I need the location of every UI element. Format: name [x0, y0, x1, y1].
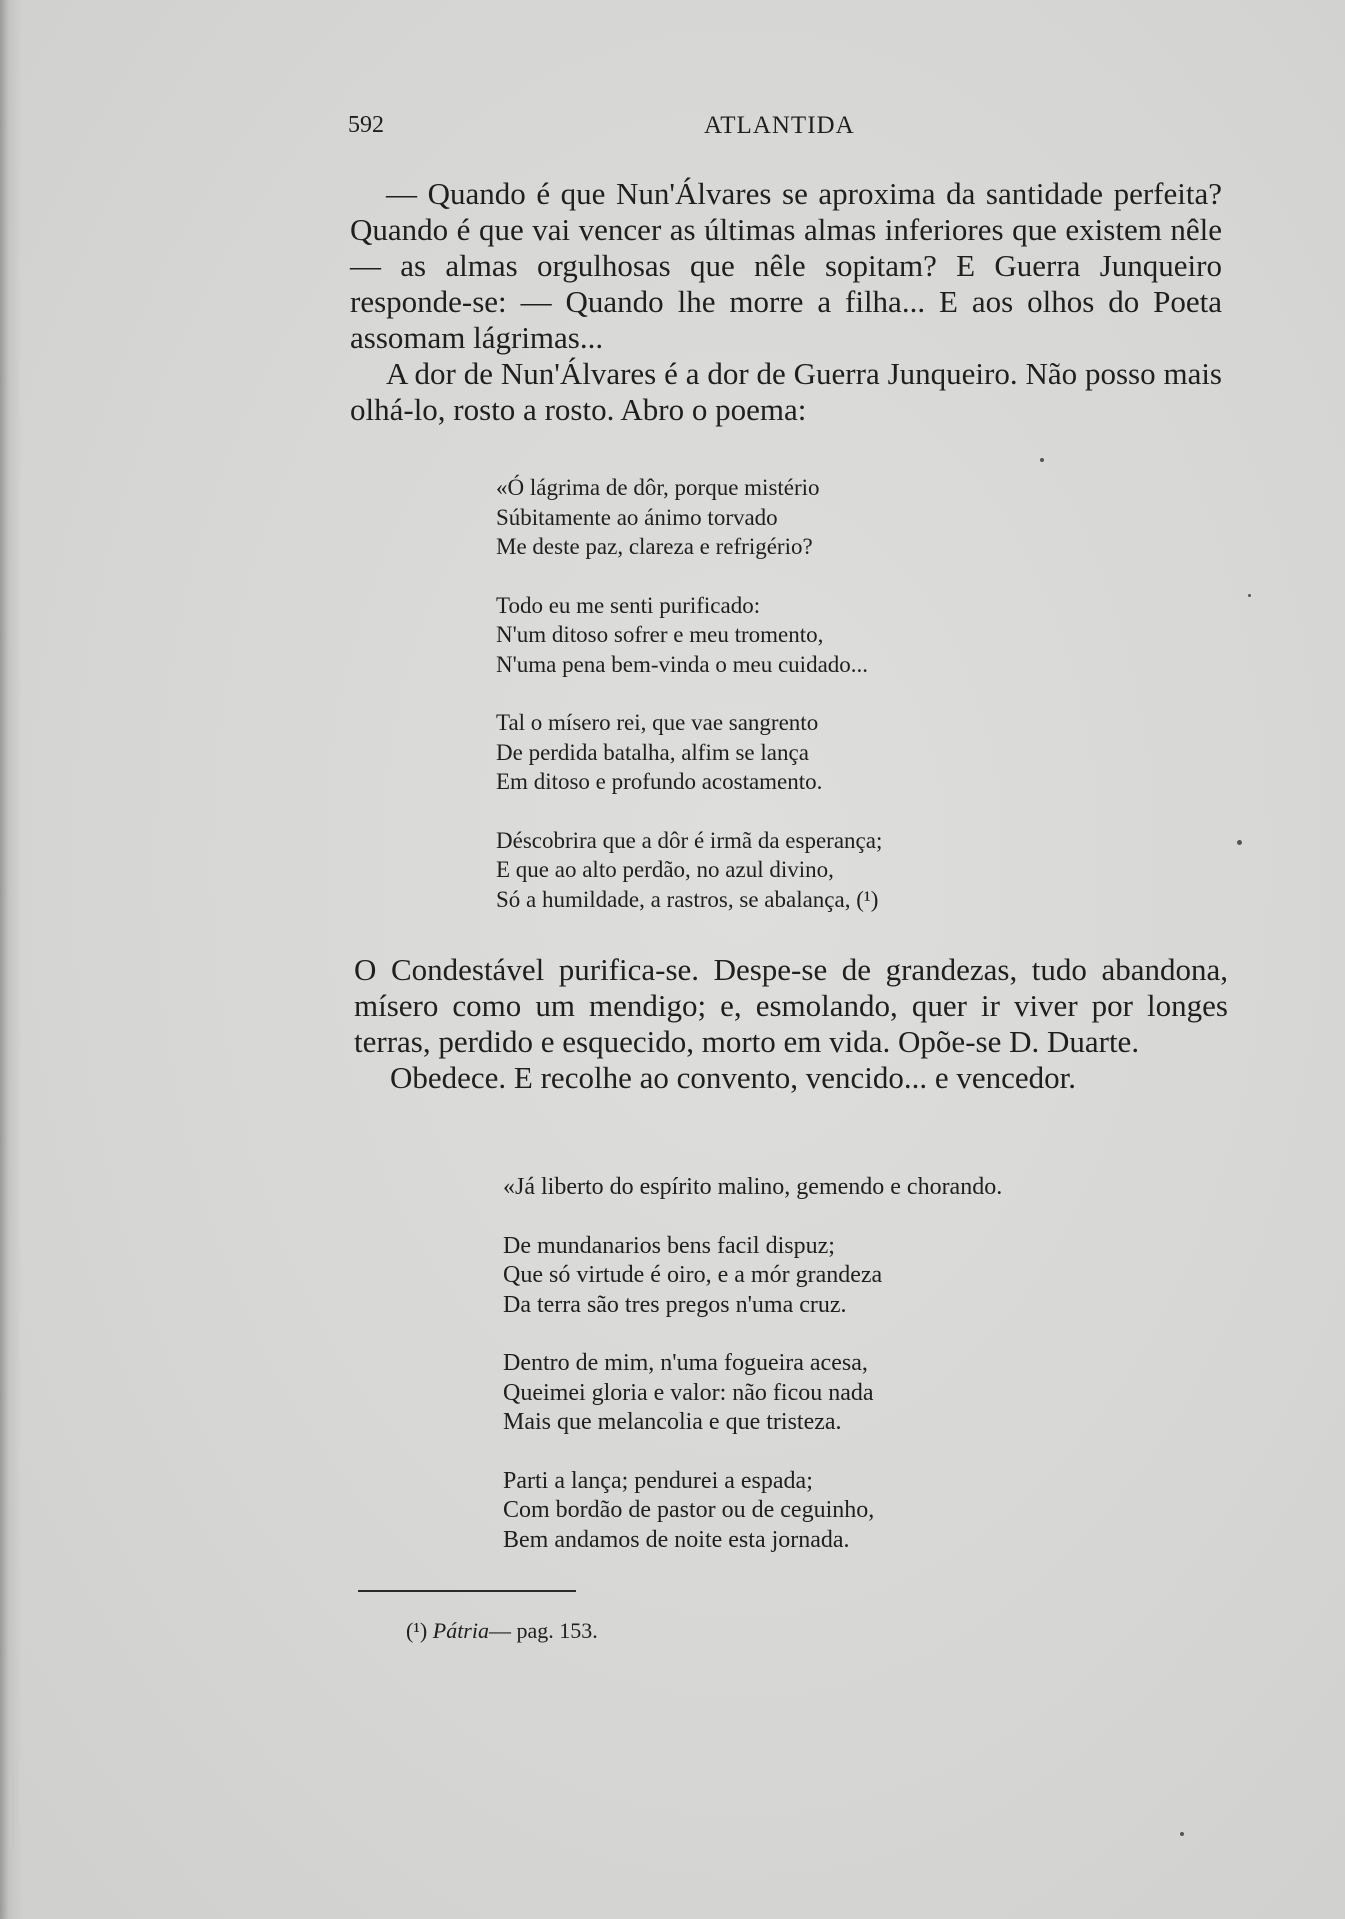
prose-section-middle [354, 952, 1228, 1096]
stanza [496, 591, 882, 680]
verse-line: «Já liberto do espírito malino, gemendo e chorando. [503, 1174, 1003, 1200]
stanza [496, 826, 882, 915]
stanza [496, 708, 882, 797]
verse-line: Tal o mísero rei, que vae sangrento [496, 710, 819, 735]
paper-speck [1040, 458, 1044, 462]
verse-line: N'um ditoso sofrer e meu tromento, [496, 622, 824, 647]
verse-line: Parti a lança; pendurei a espada; [503, 1467, 813, 1494]
verse-line: Súbitamente ao ánimo torvado [496, 504, 778, 530]
stanza [503, 1349, 1002, 1438]
verse-line: Mais que melancolia e que tristeza. [503, 1409, 842, 1435]
stanza [503, 1173, 1002, 1203]
paragraph: Obedece. E recolhe ao convento, vencido... e vencedor. [390, 1060, 1076, 1095]
running-head [348, 112, 880, 148]
stanza [503, 1467, 1002, 1556]
paragraph: A dor de Nun'Álvares é a dor de Guerra Junqueiro. Não posso mais olhá-lo, rosto a rosto. Abro o poema: [350, 356, 1222, 427]
poem-excerpt-1 [496, 473, 882, 943]
footnote-divider [358, 1590, 576, 1592]
paragraph: O Condestável purifica-se. Despe-se de grandezas, tudo abandona, mísero como um mendigo; e, esmolando, quer ir viver por longes terras, perdido e esquecido, morto em vida. Opõe-se D. Duarte. [354, 952, 1228, 1059]
verse-line: Em ditoso e profundo acostamento. [496, 769, 823, 794]
verse-line: De perdida batalha, alfim se lança [496, 739, 809, 765]
paper-speck [1237, 840, 1242, 845]
prose-section-top [350, 176, 1222, 428]
verse-line: Da terra são tres pregos n'uma cruz. [503, 1291, 847, 1318]
verse-line: «Ó lágrima de dôr, porque mistério [496, 475, 820, 500]
verse-line: Bem andamos de noite esta jornada. [503, 1526, 850, 1553]
verse-line: Só a humildade, a rastros, se abalança, (¹) [496, 886, 879, 912]
verse-line: De mundanarios bens facil dispuz; [503, 1232, 835, 1259]
verse-line: Que só virtude é oiro, e a mór grandeza [503, 1262, 883, 1288]
footnote-work-title: Pátria [432, 1618, 489, 1643]
verse-line: N'uma pena bem-vinda o meu cuidado... [496, 651, 869, 677]
verse-line: Me deste paz, clareza e refrigério? [496, 534, 813, 559]
verse-line: Todo eu me senti purificado: [496, 592, 761, 618]
verse-line: Déscobrira que a dôr é irmã da esperança; [496, 827, 883, 853]
stanza [503, 1232, 1002, 1321]
paper-speck [1248, 594, 1251, 597]
footnote [406, 1618, 598, 1644]
paragraph: — Quando é que Nun'Álvares se aproxima da santidade perfeita? Quando é que vai vencer as últimas almas inferiores que existem nêle — as almas orgulhosas que nêle sopitam? E Guerra Junqueiro responde-se: — Quando lhe morre a filha... E aos olhos do Poeta assomam lágrimas... [350, 176, 1222, 355]
poem-excerpt-2 [503, 1173, 1002, 1584]
verse-line: E que ao alto perdão, no azul divino, [496, 857, 834, 882]
footnote-page-ref: — pag. 153. [488, 1618, 598, 1643]
page-number: 592 [348, 112, 384, 138]
stanza [496, 473, 882, 562]
verse-line: Queimei gloria e valor: não ficou nada [503, 1379, 874, 1406]
footnote-marker: (¹) [406, 1618, 428, 1643]
running-title: ATLANTIDA [704, 112, 855, 139]
paper-speck [1180, 1832, 1184, 1836]
verse-line: Dentro de mim, n'uma fogueira acesa, [503, 1350, 868, 1376]
verse-line: Com bordão de pastor ou de ceguinho, [503, 1497, 875, 1523]
binding-edge-shadow [0, 0, 22, 1919]
